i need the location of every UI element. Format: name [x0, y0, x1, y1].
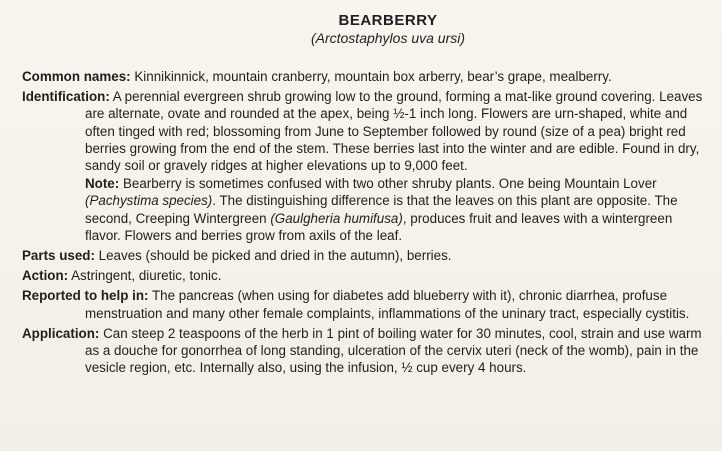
note-label: Note:: [85, 176, 120, 192]
herb-scientific-name: (Arctostaphylos uva ursi): [310, 30, 466, 46]
reported-entry: [22, 287, 704, 321]
note-scientific-2: (Gaulgheria humifusa): [270, 210, 403, 226]
identification-label: Identification:: [22, 89, 110, 105]
parts-used-entry: [22, 247, 704, 264]
action-entry: [22, 267, 704, 284]
identification-text: A perennial evergreen shrub growing low to the ground, forming a mat-like ground covering. Leaves are alternate, ovate and rounded at the apex, being ½-1 inch long. Flowers are urn-shaped, white and often tinged with red; blossoming from June to September followed by round (size of a pea) bright red berries growing from the end of the stem. These berries last into the winter and are edible. Found in dry, sandy soil or gravely ridges at higher elevations up to 9,000 feet.: [85, 89, 703, 174]
note-entry: [22, 175, 704, 244]
identification-entry: [22, 88, 704, 174]
herb-title: BEARBERRY: [338, 12, 438, 29]
action-text: Astringent, diuretic, tonic.: [68, 268, 222, 284]
parts-used-label: Parts used:: [22, 248, 95, 264]
parts-used-text: Leaves (should be picked and dried in the autumn), berries.: [94, 248, 452, 264]
card-body: [22, 68, 704, 376]
note-text-2: . The distinguishing difference is that the leaves on this plant are opposite. The second, Creeping Wintergreen: [85, 193, 678, 226]
common-names-label: Common names:: [22, 69, 131, 84]
common-names-entry: [22, 68, 704, 85]
reported-label: Reported to help in:: [22, 288, 149, 304]
action-label: Action:: [22, 268, 69, 284]
reported-text: The pancreas (when using for diabetes add blueberry with it), chronic diarrhea, profuse menstruation and many other female complaints, inflammations of the uninary tract, especially cystitis.: [85, 288, 690, 321]
application-entry: [22, 325, 704, 377]
note-text-1: Bearberry is sometimes confused with two other shruby plants. One being Mountain Lover: [119, 176, 657, 192]
application-text: Can steep 2 teaspoons of the herb in 1 pint of boiling water for 30 minutes, cool, strain and use warm as a douche for gonorrhea of long standing, ulceration of the cervix uteri (neck of the womb), pain in the vesicle region, etc. Internally also, using the infusion, ½ cup every 4 hours.: [85, 325, 702, 376]
application-label: Application:: [22, 325, 100, 341]
common-names-text: Kinnikinnick, mountain cranberry, mountain box arberry, bear’s grape, mealberry.: [130, 69, 612, 84]
note-text-3: , produces fruit and leaves with a wintergreen flavor. Flowers and berries grow from axils of the leaf.: [85, 210, 673, 243]
note-scientific-1: (Pachystima species): [85, 193, 213, 209]
card-header: [72, 12, 704, 47]
